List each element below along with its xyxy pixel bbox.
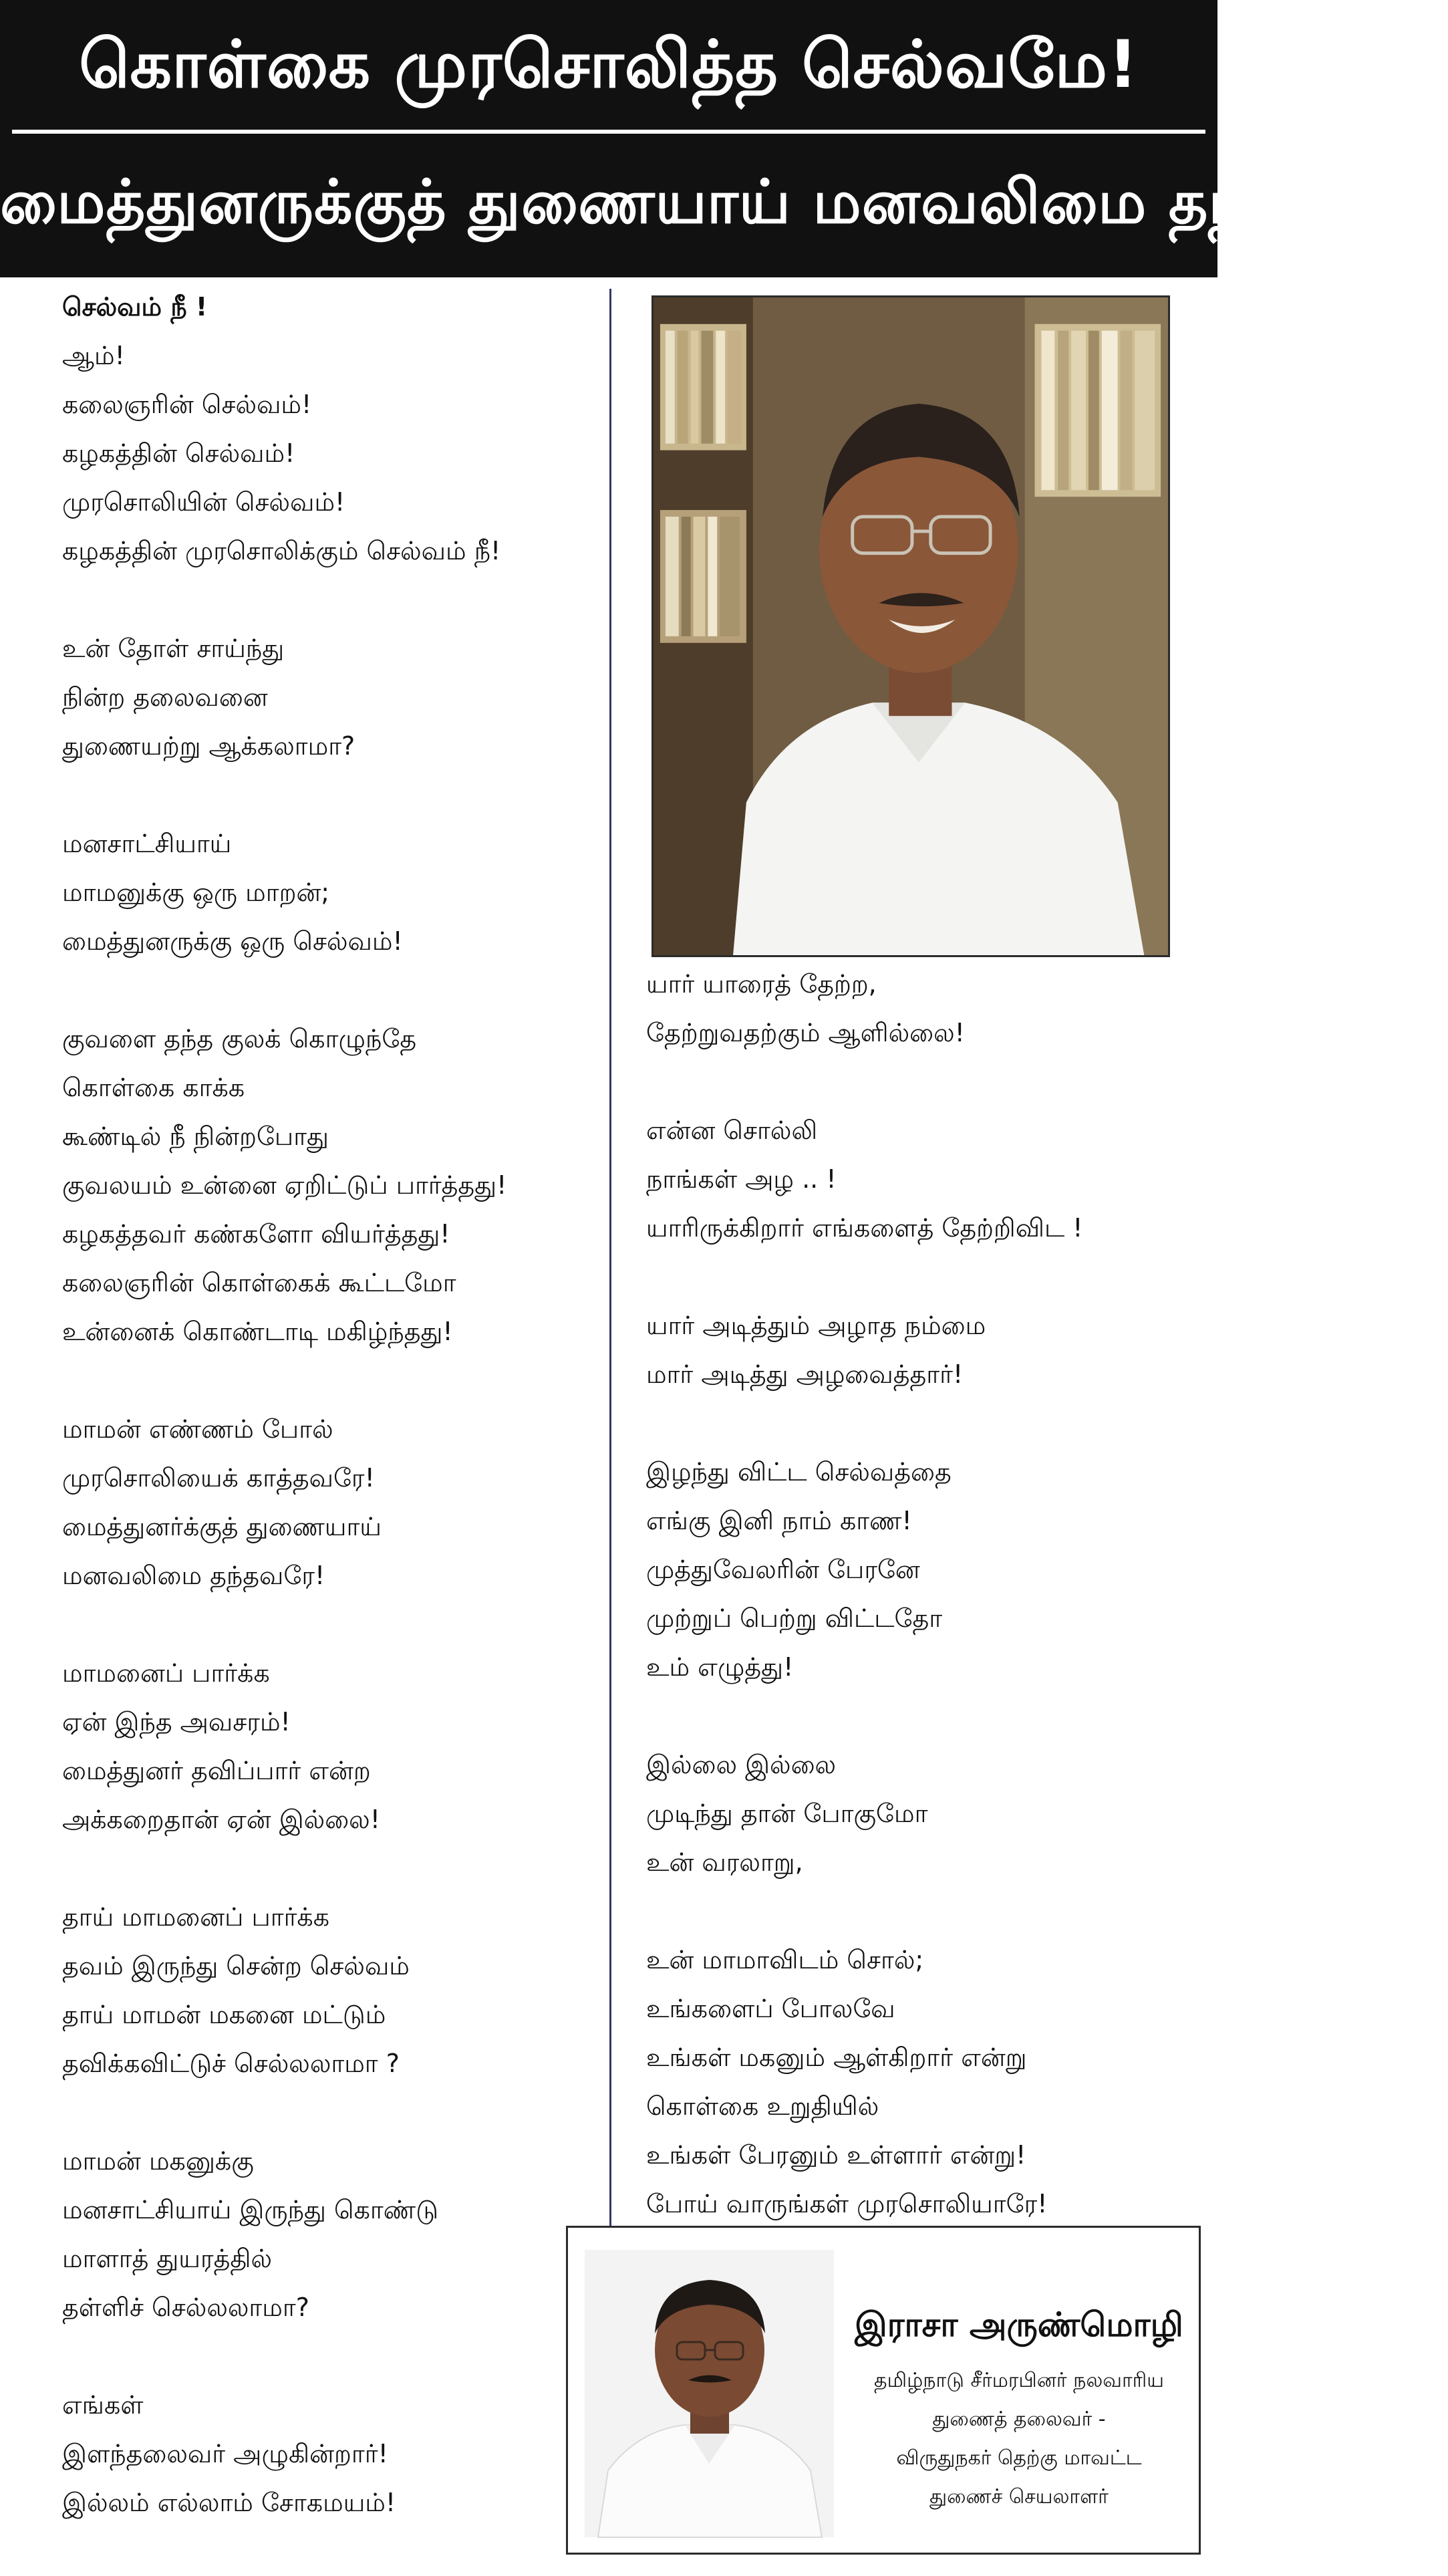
poem-line: தாய் மாமன் மகனை மட்டும் — [62, 2000, 386, 2029]
author-role-line: விருதுநகர் தெற்கு மாவட்ட — [896, 2446, 1142, 2470]
author-name: இராசா அருண்மொழி — [855, 2305, 1183, 2344]
poem-line: இல்லம் எல்லாம் சோகமயம்! — [62, 2488, 396, 2517]
poem-line: கொள்கை காக்க — [62, 1073, 245, 1102]
poem-line: எங்கள் — [62, 2390, 144, 2420]
poem-line: மாமனைப் பார்க்க — [62, 1658, 270, 1688]
poem-line: கலைஞரின் செல்வம்! — [62, 390, 312, 419]
poem-line: மாமன் மகனுக்கு — [62, 2146, 254, 2176]
poem-line: மாமன் எண்ணம் போல் — [62, 1414, 333, 1444]
headline-line-2: மைத்துனருக்குத் துணையாய் மனவலிமை தந்தவரே! — [0, 167, 1448, 237]
author-illustration — [585, 2250, 834, 2537]
poem-stanza — [62, 2137, 506, 2332]
poem-line: முரசொலியைக் காத்தவரே! — [62, 1463, 375, 1493]
poem-line: மாளாத் துயரத்தில் — [62, 2244, 273, 2273]
poem-stanza — [646, 1741, 1083, 1887]
poem-line: மைத்துனர்க்குத் துணையாய் — [62, 1512, 382, 1541]
poem-line: கலைஞரின் கொள்கைக் கூட்டமோ — [62, 1268, 456, 1297]
poem-line: கூண்டில் நீ நின்றபோது — [62, 1122, 329, 1151]
headline-line-1: கொள்கை முரசொலித்த செல்வமே! — [79, 27, 1139, 103]
poem-line: என்ன சொல்லி — [646, 1116, 818, 1145]
poem-right-column — [646, 960, 1083, 2277]
portrait-photo — [651, 295, 1170, 957]
poem-stanza — [62, 1405, 506, 1600]
poem-line: இல்லை இல்லை — [646, 1750, 837, 1779]
poem-line: தவிக்கவிட்டுச் செல்லலாமா ? — [62, 2049, 400, 2078]
poem-line: மாமனுக்கு ஒரு மாறன்; — [62, 878, 330, 907]
poem-line: மைத்துனர் தவிப்பார் என்ற — [62, 1756, 371, 1785]
poem-line: உங்களைப் போலவே — [646, 1994, 895, 2023]
poem-stanza — [62, 624, 506, 771]
poem-line: மனவலிமை தந்தவரே! — [62, 1561, 325, 1590]
poem-line: யார் யாரைத் தேற்ற, — [646, 969, 877, 999]
poem-stanza — [646, 1448, 1083, 1692]
poem-line: மனசாட்சியாய் — [62, 829, 232, 858]
poem-stanza — [646, 1106, 1083, 1253]
poem-line: தள்ளிச் செல்லலாமா? — [62, 2293, 309, 2322]
poem-line: கழகத்தின் முரசொலிக்கும் செல்வம் நீ! — [62, 536, 501, 565]
poem-line: மைத்துனருக்கு ஒரு செல்வம்! — [62, 926, 403, 956]
poem-line: போய் வாருங்கள் முரசொலியாரே! — [646, 2189, 1048, 2218]
poem-line: குவலயம் உன்னை ஏறிட்டுப் பார்த்தது! — [62, 1170, 507, 1200]
poem-line: தவம் இருந்து சென்ற செல்வம் — [62, 1951, 410, 1980]
poem-line: நாங்கள் அழ .. ! — [646, 1164, 837, 1194]
poem-line: ஏன் இந்த அவசரம்! — [62, 1707, 291, 1736]
poem-line: அக்கறைதான் ஏன் இல்லை! — [62, 1805, 380, 1834]
author-role-line: தமிழ்நாடு சீர்மரபினர் நலவாரிய — [874, 2369, 1164, 2392]
poem-line: கொள்கை உறுதியில் — [646, 2091, 879, 2121]
poem-stanza — [62, 283, 506, 575]
poem-line: கழகத்தின் செல்வம்! — [62, 438, 295, 468]
poem-line: முடிந்து தான் போகுமோ — [646, 1799, 928, 1828]
poem-line: யாரிருக்கிறார் எங்களைத் தேற்றிவிட ! — [646, 1213, 1083, 1243]
author-role-line: துணைத் தலைவர் - — [932, 2408, 1106, 2431]
poem-stanza — [646, 1301, 1083, 1399]
poem-line: யார் அடித்தும் அழாத நம்மை — [646, 1311, 986, 1340]
poem-line: இழந்து விட்ட செல்வத்தை — [646, 1457, 952, 1487]
poem-line: மனசாட்சியாய் இருந்து கொண்டு — [62, 2195, 439, 2224]
poem-line: துணையற்று ஆக்கலாமா? — [62, 731, 355, 761]
poem-stanza — [646, 1936, 1083, 2228]
poem-line: உன் வரலாறு, — [646, 1847, 803, 1877]
poem-line: முரசொலியின் செல்வம்! — [62, 487, 345, 517]
column-divider — [609, 289, 611, 2555]
poem-line: ஆம்! — [62, 341, 125, 370]
poem-line: உங்கள் மகனும் ஆள்கிறார் என்று — [646, 2043, 1027, 2072]
poem-stanza — [62, 1015, 506, 1356]
poem-line: மார் அடித்து அழவைத்தார்! — [646, 1360, 964, 1389]
poem-line: தேற்றுவதற்கும் ஆளில்லை! — [646, 1018, 965, 1047]
poem-line: உங்கள் பேரனும் உள்ளார் என்று! — [646, 2140, 1026, 2170]
headline-banner — [0, 0, 1448, 277]
poem-stanza — [62, 1893, 506, 2088]
poem-line: உம் எழுத்து! — [646, 1652, 794, 1682]
poem-line: உன்னைக் கொண்டாடி மகிழ்ந்தது! — [62, 1317, 453, 1346]
portrait-illustration — [654, 297, 1168, 955]
poem-stanza — [646, 960, 1083, 1057]
poem-line: இளந்தலைவர் அழுகின்றார்! — [62, 2439, 388, 2468]
poem-line: குவளை தந்த குலக் கொழுந்தே — [62, 1024, 417, 1053]
headline-divider — [12, 130, 1205, 134]
poem-line: எங்கு இனி நாம் காண! — [646, 1506, 912, 1535]
poem-line: கழகத்தவர் கண்களோ வியர்த்தது! — [62, 1219, 450, 1249]
author-roles — [849, 2361, 1189, 2517]
poem-left-column — [62, 283, 506, 2576]
poem-line: தாய் மாமனைப் பார்க்க — [62, 1902, 330, 1932]
poem-stanza — [62, 1649, 506, 1844]
signature-box — [566, 2226, 1201, 2555]
poem-line: நின்ற தலைவனை — [62, 682, 268, 712]
poem-stanza — [62, 819, 506, 966]
poem-line: முற்றுப் பெற்று விட்டதோ — [646, 1603, 943, 1633]
poem-line: செல்வம் நீ ! — [62, 292, 208, 321]
author-photo — [585, 2250, 834, 2537]
poem-stanza — [62, 2381, 506, 2527]
poem-line: உன் மாமாவிடம் சொல்; — [646, 1945, 924, 1974]
poem-line: முத்துவேலரின் பேரனே — [646, 1555, 920, 1584]
author-role-line: துணைச் செயலாளர் — [929, 2485, 1109, 2508]
poem-line: உன் தோள் சாய்ந்து — [62, 634, 285, 663]
